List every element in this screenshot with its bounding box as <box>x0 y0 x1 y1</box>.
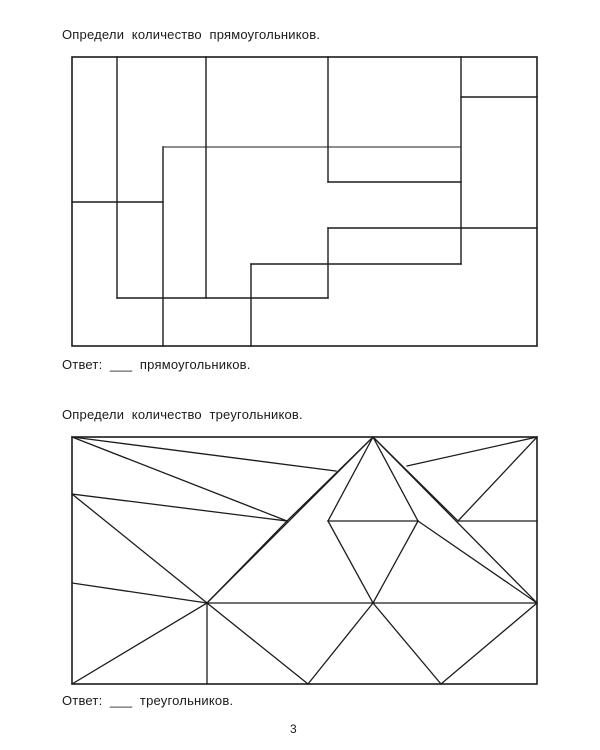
page-number: 3 <box>290 722 297 736</box>
tri-line <box>72 437 336 471</box>
task1-question: Определи количество прямоугольников. <box>62 27 321 42</box>
tri-line <box>407 437 537 466</box>
tri-line <box>308 603 373 684</box>
tri-line <box>373 603 441 684</box>
tri-line <box>72 437 287 521</box>
tri-line <box>72 603 207 684</box>
tri-line <box>207 603 308 684</box>
task1-answer: Ответ: ___ прямоугольников. <box>62 357 251 372</box>
tri-line <box>373 521 418 603</box>
tri-line <box>287 437 373 521</box>
tri-line <box>328 437 373 521</box>
tri-line <box>373 437 458 521</box>
tri-line <box>458 437 537 521</box>
tri-line <box>328 521 373 603</box>
task2-answer: Ответ: ___ треугольников. <box>62 693 234 708</box>
task2-question: Определи количество треугольников. <box>62 407 303 422</box>
tri-line <box>72 494 287 521</box>
tri-line <box>418 521 537 603</box>
tri-outer-border <box>72 437 537 684</box>
tri-line <box>373 437 418 521</box>
tri-line <box>441 603 537 684</box>
tri-line <box>207 521 287 603</box>
